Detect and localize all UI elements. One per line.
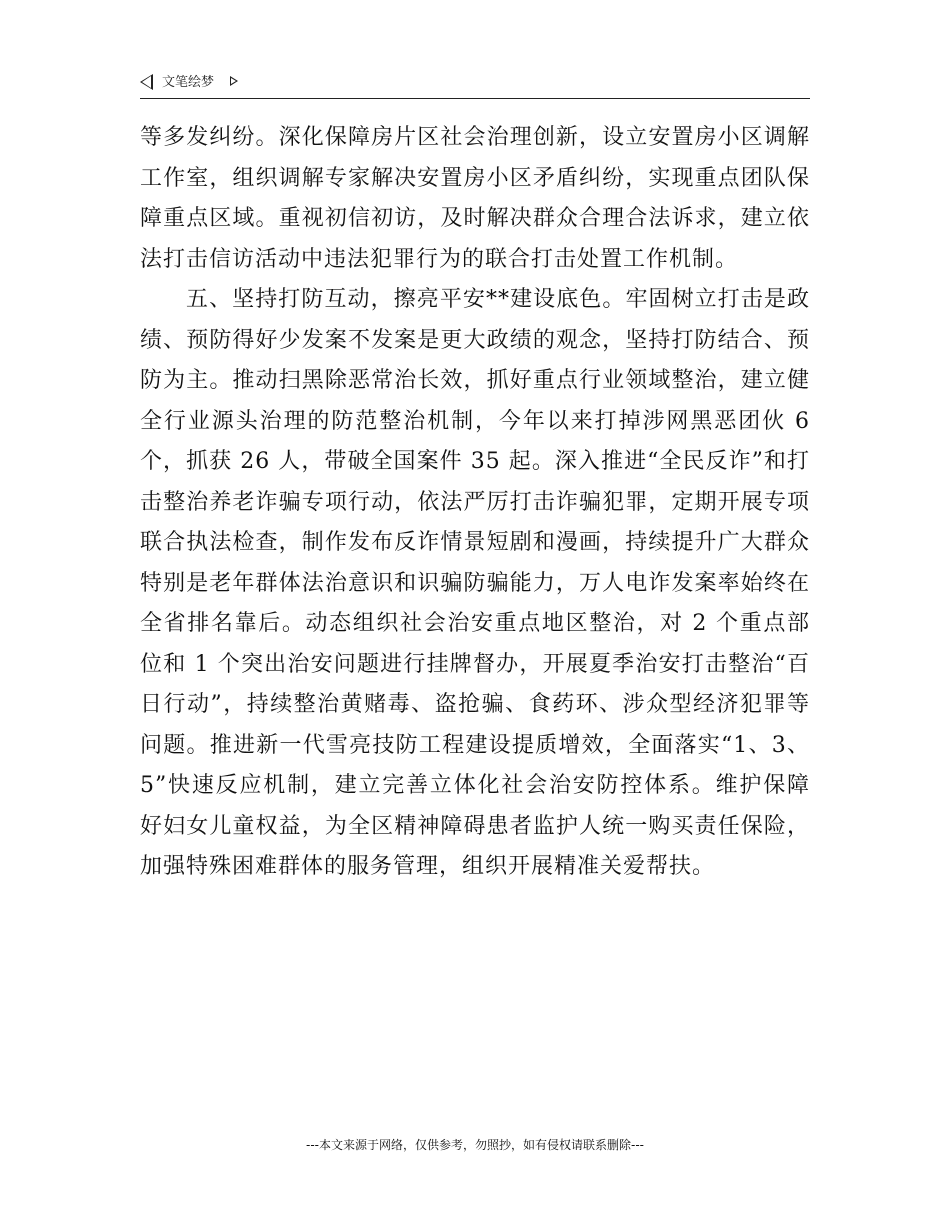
paragraph-2: 五、坚持打防互动，擦亮平安**建设底色。牢固树立打击是政绩、预防得好少发案不发案是更大政绩的观念，坚持打防结合、预防为主。推动扫黑除恶常治长效，抓好重点行业领域整治，建立健全行业源头治理的防范整治机制，今年以来打掉涉网黑恶团伙 6 个，抓获 26 人，带破全国案件 35 起。深入推进“全民反诈”和打击整治养老诈骗专项行动，依法严厉打击诈骗犯罪，定期开展专项联合执法检查，制作发布反诈情景短剧和漫画，持续提升广大群众特别是老年群体法治意识和识骗防骗能力，万人电诈发案率始终在全省排名靠后。动态组织社会治安重点地区整治，对 2 个重点部位和 1 个突出治安问题进行挂牌督办，开展夏季治安打击整治“百日行动”，持续整治黄赌毒、盗抢骗、食药环、涉众型经济犯罪等问题。推进新一代雪亮技防工程建设提质增效，全面落实“1、3、5”快速反应机制，建立完善立体化社会治安防控体系。维护保障好妇女儿童权益，为全区精神障碍患者监护人统一购买责任保险，加强特殊困难群体的服务管理，组织开展精准关爱帮扶。 [140,287,810,879]
page-footer: ---本文来源于网络，仅供参考，勿照抄，如有侵权请联系删除--- [306,1138,644,1152]
right-triangle-icon [230,76,238,86]
paragraph-1: 等多发纠纷。深化保障房片区社会治理创新，设立安置房小区调解工作室，组织调解专家解决安置房小区矛盾纠纷，实现重点团队保障重点区域。重视初信初访，及时解决群众合理合法诉求，建立依法打击信访活动中违法犯罪行为的联合打击处置工作机制。 [140,125,810,272]
header-title: 文笔绘梦 [162,75,215,90]
page-header [140,72,810,99]
left-triangle-icon [140,74,153,90]
document-body [140,118,810,888]
